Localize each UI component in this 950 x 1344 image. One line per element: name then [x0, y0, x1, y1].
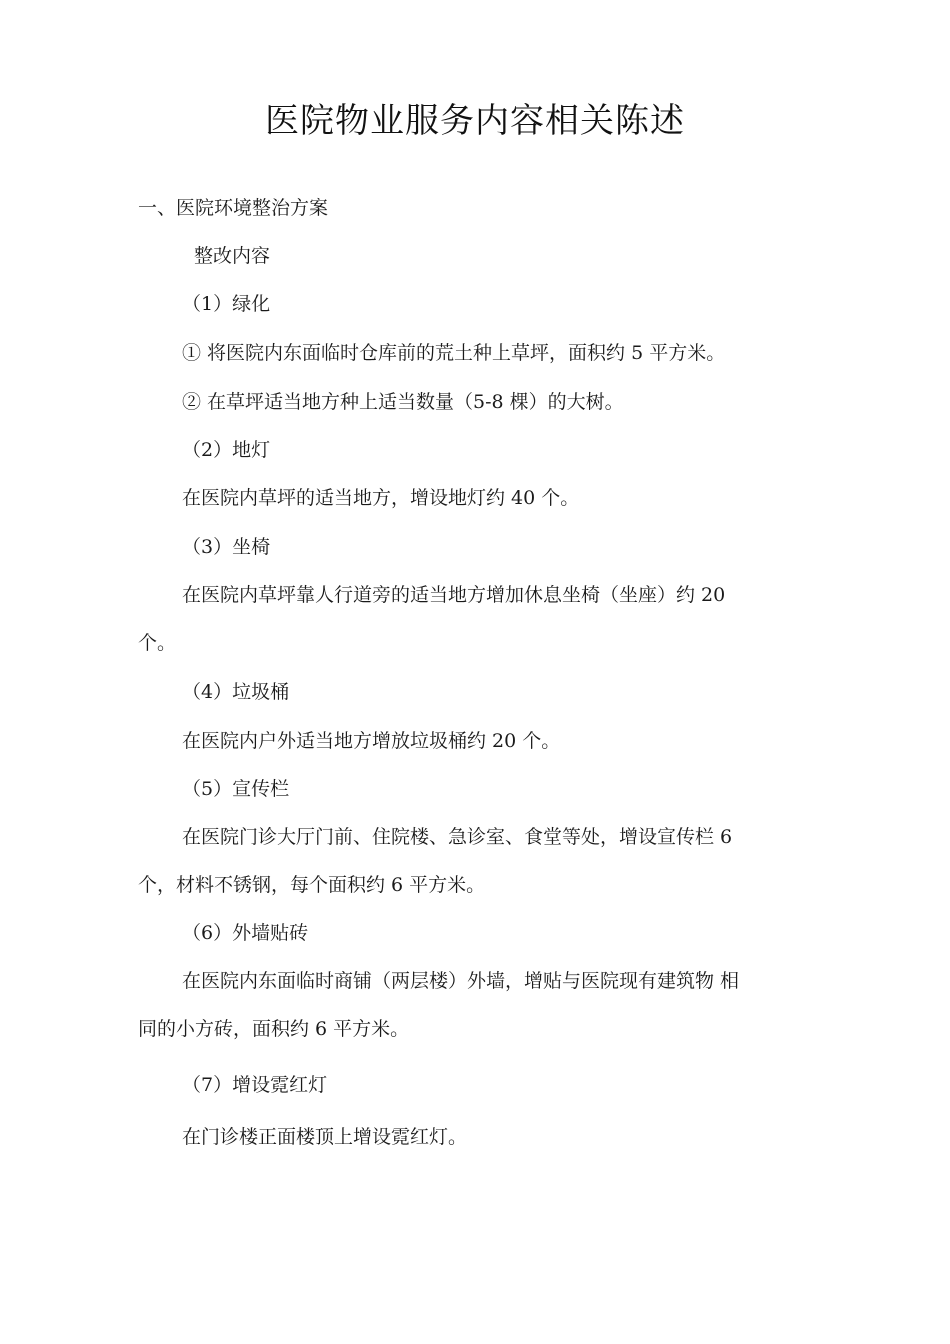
- greening-point-1: ① 将医院内东面临时仓库前的荒土种上草坪，面积约 5 平方米。: [182, 342, 726, 364]
- item-heading-greening: （1）绿化: [182, 293, 271, 315]
- item-heading-boards: （5）宣传栏: [182, 778, 290, 800]
- boards-text-line-1: 在医院门诊大厅门前、住院楼、急诊室、食堂等处，增设宣传栏 6: [182, 826, 733, 848]
- section-heading: 一、医院环境整治方案: [138, 197, 329, 219]
- subheading-rectification-content: 整改内容: [194, 245, 271, 267]
- document-title: 医院物业服务内容相关陈述: [265, 101, 685, 141]
- item-heading-bins: （4）垃圾桶: [182, 681, 290, 703]
- seats-text-line-2: 个。: [138, 632, 177, 654]
- item-heading-wall-tiles: （6）外墙贴砖: [182, 922, 309, 944]
- tiles-paragraph: [138, 957, 814, 1053]
- bins-text: 在医院内户外适当地方增放垃圾桶约 20 个。: [182, 730, 561, 752]
- ground-lights-text: 在医院内草坪的适当地方，增设地灯约 40 个。: [182, 487, 580, 509]
- item-heading-ground-lights: （2）地灯: [182, 439, 271, 461]
- item-heading-neon: （7）增设霓红灯: [182, 1074, 328, 1096]
- tiles-text-line-1: 在医院内东面临时商铺（两层楼）外墙，增贴与医院现有建筑物 相: [182, 970, 740, 992]
- boards-paragraph: [138, 813, 814, 909]
- tiles-text-line-2: 同的小方砖，面积约 6 平方米。: [138, 1018, 410, 1040]
- neon-text: 在门诊楼正面楼顶上增设霓红灯。: [182, 1126, 468, 1148]
- seats-paragraph: [138, 571, 814, 667]
- greening-point-2: ② 在草坪适当地方种上适当数量（5-8 棵）的大树。: [182, 391, 624, 413]
- seats-text-line-1: 在医院内草坪靠人行道旁的适当地方增加休息坐椅（坐座）约 20: [182, 584, 726, 606]
- boards-text-line-2: 个，材料不锈钢，每个面积约 6 平方米。: [138, 874, 486, 896]
- item-heading-seats: （3）坐椅: [182, 536, 271, 558]
